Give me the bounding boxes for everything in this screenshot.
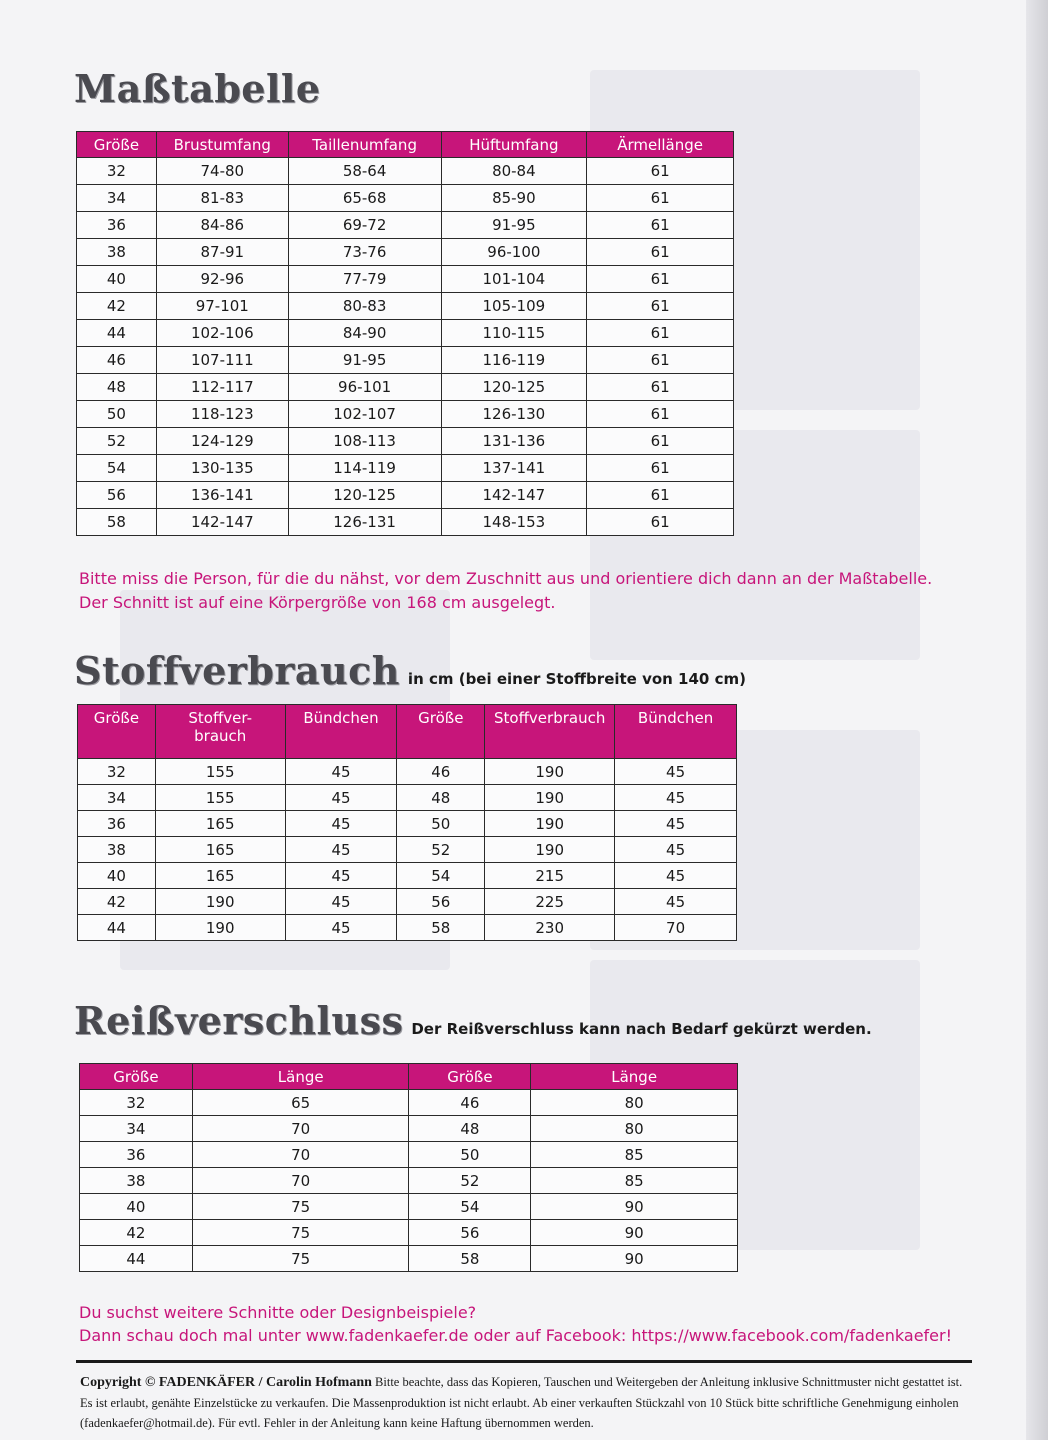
- table-cell: 190: [485, 785, 615, 811]
- table-cell: 74-80: [156, 158, 288, 185]
- table-row: [77, 509, 734, 536]
- table-cell: 38: [77, 239, 157, 266]
- table-cell: 165: [155, 837, 285, 863]
- table-row: [77, 185, 734, 212]
- table-cell: 190: [485, 759, 615, 785]
- table-cell: 116-119: [441, 347, 587, 374]
- table-cell: 61: [587, 482, 734, 509]
- reissverschluss-subtitle: Der Reißverschluss kann nach Bedarf gekürzt werden.: [411, 1020, 872, 1038]
- table-cell: 46: [409, 1090, 531, 1116]
- column-header: Größe: [397, 705, 485, 759]
- table-cell: 56: [77, 482, 157, 509]
- table-cell: 126-130: [441, 401, 587, 428]
- table-cell: 45: [615, 785, 737, 811]
- masstabelle-note-1: Bitte miss die Person, für die du nähst, vor dem Zuschnitt aus und orientiere dich dann an der Maßtabelle.: [79, 569, 933, 588]
- table-cell: 45: [615, 889, 737, 915]
- table-cell: 90: [531, 1220, 738, 1246]
- table-cell: 105-109: [441, 293, 587, 320]
- column-header: Brustumfang: [156, 132, 288, 158]
- table-cell: 102-107: [288, 401, 441, 428]
- table-cell: 58: [409, 1246, 531, 1272]
- table-cell: 45: [615, 759, 737, 785]
- column-header: Größe: [80, 1064, 193, 1090]
- table-cell: 32: [77, 158, 157, 185]
- table-cell: 80: [531, 1116, 738, 1142]
- stoffverbrauch-table: [77, 704, 737, 941]
- table-cell: 80-83: [288, 293, 441, 320]
- table-cell: 40: [77, 266, 157, 293]
- table-cell: 70: [192, 1142, 409, 1168]
- table-row: [77, 428, 734, 455]
- table-cell: 110-115: [441, 320, 587, 347]
- table-row: [78, 811, 737, 837]
- table-cell: 48: [397, 785, 485, 811]
- masstabelle-title: Maßtabelle: [74, 66, 321, 111]
- table-cell: 108-113: [288, 428, 441, 455]
- table-cell: 45: [285, 759, 397, 785]
- table-cell: 137-141: [441, 455, 587, 482]
- table-cell: 142-147: [156, 509, 288, 536]
- table-cell: 34: [78, 785, 156, 811]
- table-row: [78, 889, 737, 915]
- table-cell: 136-141: [156, 482, 288, 509]
- table-row: [77, 239, 734, 266]
- table-row: [80, 1246, 738, 1272]
- table-cell: 44: [78, 915, 156, 941]
- table-cell: 96-100: [441, 239, 587, 266]
- table-cell: 75: [192, 1246, 409, 1272]
- table-cell: 42: [78, 889, 156, 915]
- table-cell: 58: [397, 915, 485, 941]
- table-header-row: [80, 1064, 738, 1090]
- table-cell: 32: [80, 1090, 193, 1116]
- table-row: [77, 482, 734, 509]
- table-cell: 90: [531, 1246, 738, 1272]
- table-cell: 69-72: [288, 212, 441, 239]
- table-cell: 148-153: [441, 509, 587, 536]
- table-row: [80, 1194, 738, 1220]
- table-row: [77, 293, 734, 320]
- column-header: Größe: [409, 1064, 531, 1090]
- column-header: Hüftumfang: [441, 132, 587, 158]
- table-cell: 42: [77, 293, 157, 320]
- column-header: Bündchen: [285, 705, 397, 759]
- table-cell: 61: [587, 158, 734, 185]
- table-cell: 102-106: [156, 320, 288, 347]
- table-cell: 34: [77, 185, 157, 212]
- table-cell: 45: [615, 837, 737, 863]
- table-cell: 80: [531, 1090, 738, 1116]
- table-cell: 61: [587, 509, 734, 536]
- table-cell: 85: [531, 1142, 738, 1168]
- table-cell: 120-125: [288, 482, 441, 509]
- table-cell: 58: [77, 509, 157, 536]
- table-cell: 87-91: [156, 239, 288, 266]
- stoffverbrauch-title: Stoffverbrauch: [74, 648, 400, 693]
- table-cell: 38: [80, 1168, 193, 1194]
- table-cell: 190: [485, 837, 615, 863]
- table-cell: 46: [77, 347, 157, 374]
- copyright-text: Bitte beachte, dass das Kopieren, Tauschen und Weitergeben der Anleitung inklusive Schnittmuster nicht gestattet ist. Es ist erlaubt, genähte Einzelstücke zu verkaufen. Die Massenproduktion ist nicht erlaubt. Ab einer verkauften Stückzahl von 10 Stück bitte schriftliche Genehmigung einholen (fadenkaefer@hotmail.de). Für evtl. Fehler in der Anleitung kann keine Haftung übernommen werden.: [80, 1375, 963, 1430]
- page-edge: [1026, 0, 1048, 1440]
- table-row: [78, 837, 737, 863]
- table-cell: 36: [78, 811, 156, 837]
- table-cell: 73-76: [288, 239, 441, 266]
- table-row: [77, 212, 734, 239]
- table-cell: 91-95: [441, 212, 587, 239]
- table-cell: 155: [155, 759, 285, 785]
- table-cell: 190: [155, 915, 285, 941]
- table-cell: 52: [77, 428, 157, 455]
- table-cell: 61: [587, 347, 734, 374]
- table-cell: 50: [409, 1142, 531, 1168]
- table-row: [78, 863, 737, 889]
- table-row: [78, 759, 737, 785]
- table-cell: 61: [587, 266, 734, 293]
- masstabelle-note-2: Der Schnitt ist auf eine Körpergröße von 168 cm ausgelegt.: [79, 593, 556, 612]
- table-cell: 61: [587, 239, 734, 266]
- table-cell: 97-101: [156, 293, 288, 320]
- table-cell: 118-123: [156, 401, 288, 428]
- table-cell: 96-101: [288, 374, 441, 401]
- table-cell: 45: [285, 889, 397, 915]
- table-cell: 48: [77, 374, 157, 401]
- table-cell: 70: [192, 1116, 409, 1142]
- copyright-notice: [80, 1372, 972, 1433]
- table-cell: 85-90: [441, 185, 587, 212]
- table-row: [77, 266, 734, 293]
- table-cell: 45: [285, 785, 397, 811]
- table-cell: 165: [155, 811, 285, 837]
- table-cell: 77-79: [288, 266, 441, 293]
- table-cell: 107-111: [156, 347, 288, 374]
- table-row: [77, 320, 734, 347]
- table-cell: 61: [587, 320, 734, 347]
- footer-line-2: Dann schau doch mal unter www.fadenkaefer.de oder auf Facebook: https://www.facebook.com/fadenkaefer!: [79, 1326, 952, 1345]
- table-row: [77, 347, 734, 374]
- table-cell: 70: [615, 915, 737, 941]
- table-row: [80, 1220, 738, 1246]
- table-cell: 32: [78, 759, 156, 785]
- table-row: [80, 1090, 738, 1116]
- table-cell: 34: [80, 1116, 193, 1142]
- table-cell: 130-135: [156, 455, 288, 482]
- table-cell: 81-83: [156, 185, 288, 212]
- table-cell: 45: [285, 811, 397, 837]
- table-cell: 56: [397, 889, 485, 915]
- reissverschluss-table: [79, 1063, 738, 1272]
- table-cell: 38: [78, 837, 156, 863]
- table-cell: 61: [587, 428, 734, 455]
- table-cell: 85: [531, 1168, 738, 1194]
- table-cell: 112-117: [156, 374, 288, 401]
- footer-line-1: Du suchst weitere Schnitte oder Designbeispiele?: [79, 1303, 477, 1322]
- table-cell: 61: [587, 293, 734, 320]
- table-cell: 45: [285, 863, 397, 889]
- table-cell: 50: [77, 401, 157, 428]
- table-cell: 190: [155, 889, 285, 915]
- table-cell: 52: [409, 1168, 531, 1194]
- column-header: Taillenumfang: [288, 132, 441, 158]
- table-row: [77, 374, 734, 401]
- stoffverbrauch-subtitle: in cm (bei einer Stoffbreite von 140 cm): [407, 670, 746, 688]
- table-cell: 40: [80, 1194, 193, 1220]
- table-cell: 75: [192, 1194, 409, 1220]
- table-cell: 190: [485, 811, 615, 837]
- table-cell: 45: [285, 915, 397, 941]
- table-cell: 56: [409, 1220, 531, 1246]
- reissverschluss-title: Reißverschluss: [74, 998, 404, 1043]
- table-cell: 70: [192, 1168, 409, 1194]
- table-cell: 46: [397, 759, 485, 785]
- table-cell: 75: [192, 1220, 409, 1246]
- table-cell: 90: [531, 1194, 738, 1220]
- table-cell: 84-86: [156, 212, 288, 239]
- table-cell: 165: [155, 863, 285, 889]
- table-cell: 84-90: [288, 320, 441, 347]
- table-cell: 126-131: [288, 509, 441, 536]
- table-cell: 61: [587, 401, 734, 428]
- table-cell: 131-136: [441, 428, 587, 455]
- table-cell: 48: [409, 1116, 531, 1142]
- table-cell: 114-119: [288, 455, 441, 482]
- table-cell: 54: [397, 863, 485, 889]
- table-cell: 101-104: [441, 266, 587, 293]
- table-cell: 65: [192, 1090, 409, 1116]
- table-cell: 42: [80, 1220, 193, 1246]
- table-cell: 45: [285, 837, 397, 863]
- table-cell: 52: [397, 837, 485, 863]
- table-cell: 230: [485, 915, 615, 941]
- table-cell: 61: [587, 455, 734, 482]
- table-cell: 36: [77, 212, 157, 239]
- table-header-row: [77, 132, 734, 158]
- table-cell: 120-125: [441, 374, 587, 401]
- table-cell: 61: [587, 185, 734, 212]
- table-cell: 44: [80, 1246, 193, 1272]
- table-cell: 36: [80, 1142, 193, 1168]
- table-row: [78, 915, 737, 941]
- column-header: Länge: [192, 1064, 409, 1090]
- table-cell: 124-129: [156, 428, 288, 455]
- table-row: [80, 1142, 738, 1168]
- table-cell: 92-96: [156, 266, 288, 293]
- table-cell: 44: [77, 320, 157, 347]
- table-row: [78, 785, 737, 811]
- masstabelle-table: [76, 131, 734, 536]
- table-row: [80, 1168, 738, 1194]
- table-cell: 215: [485, 863, 615, 889]
- table-cell: 225: [485, 889, 615, 915]
- table-row: [77, 455, 734, 482]
- table-cell: 80-84: [441, 158, 587, 185]
- table-cell: 54: [77, 455, 157, 482]
- table-cell: 45: [615, 811, 737, 837]
- copyright-owner: Copyright © FADENKÄFER / Carolin Hofmann: [80, 1375, 372, 1390]
- table-cell: 142-147: [441, 482, 587, 509]
- column-header: Größe: [77, 132, 157, 158]
- table-row: [80, 1116, 738, 1142]
- table-header-row: [78, 705, 737, 759]
- table-cell: 40: [78, 863, 156, 889]
- table-cell: 65-68: [288, 185, 441, 212]
- table-cell: 61: [587, 374, 734, 401]
- table-cell: 58-64: [288, 158, 441, 185]
- table-cell: 54: [409, 1194, 531, 1220]
- stoffverbrauch-heading: [74, 648, 746, 693]
- table-cell: 50: [397, 811, 485, 837]
- column-header: Größe: [78, 705, 156, 759]
- table-row: [77, 158, 734, 185]
- table-row: [77, 401, 734, 428]
- table-cell: 91-95: [288, 347, 441, 374]
- table-cell: 45: [615, 863, 737, 889]
- column-header: Stoffverbrauch: [485, 705, 615, 759]
- column-header: Länge: [531, 1064, 738, 1090]
- table-cell: 61: [587, 212, 734, 239]
- reissverschluss-heading: [74, 998, 872, 1043]
- table-cell: 155: [155, 785, 285, 811]
- column-header: Ärmellänge: [587, 132, 734, 158]
- column-header: Stoffver- brauch: [155, 705, 285, 759]
- column-header: Bündchen: [615, 705, 737, 759]
- footer-divider: [76, 1360, 972, 1363]
